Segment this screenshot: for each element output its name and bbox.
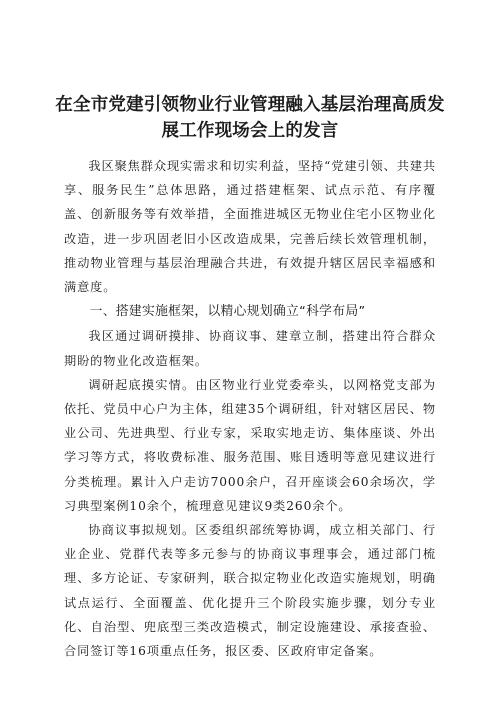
section1-paragraph-2: 调研起底摸实情。由区物业行业党委牵头，以网格党支部为依托、党员中心户为主体，组建35个调研组，针对辖区居民、物业公司、先进典型、行业专家，采取实地走访、集体座谈、外出学习等方式，将收费标准、服务范围、账目透明等意见建议进行分类梳理。累计入户走访7000余户，召开座谈会60余场次，学习典型案例10余个，梳理意见建议9类260余个。 — [64, 377, 436, 513]
section1-paragraph-1: 我区通过调研摸排、协商议事、建章立制，搭建出符合群众期盼的物业化改造框架。 — [64, 329, 436, 368]
section1-paragraph-3: 协商议事拟规划。区委组织部统筹协调，成立相关部门、行业企业、党群代表等多元参与的协商议事理事会，通过部门梳理、多方论证、专家研判，联合拟定物业化改造实施规划，明确试点运行、全面覆盖、优化提升三个阶段实施步骤，划分专业化、自治型、兜底型三类改造模式，制定设施建设、承接查验、合同签订等16项重点任务，报区委、区政府审定备案。 — [64, 523, 436, 659]
intro-paragraph: 我区聚焦群众现实需求和切实利益，坚持“党建引领、共建共享、服务民生”总体思路，通过搭建框架、试点示范、有序覆盖、创新服务等有效举措，全面推进城区无物业住宅小区物业化改造，进一步巩固老旧小区改造成果，完善后续长效管理机制，推动物业管理与基层治理融合共进，有效提升辖区居民幸福感和满意度。 — [64, 159, 436, 295]
document-title: 在全市党建引领物业行业管理融入基层治理高质发展工作现场会上的发言 — [55, 95, 445, 141]
section-heading-1: 一、搭建实施框架，以精心规划确立“科学布局” — [89, 304, 366, 320]
